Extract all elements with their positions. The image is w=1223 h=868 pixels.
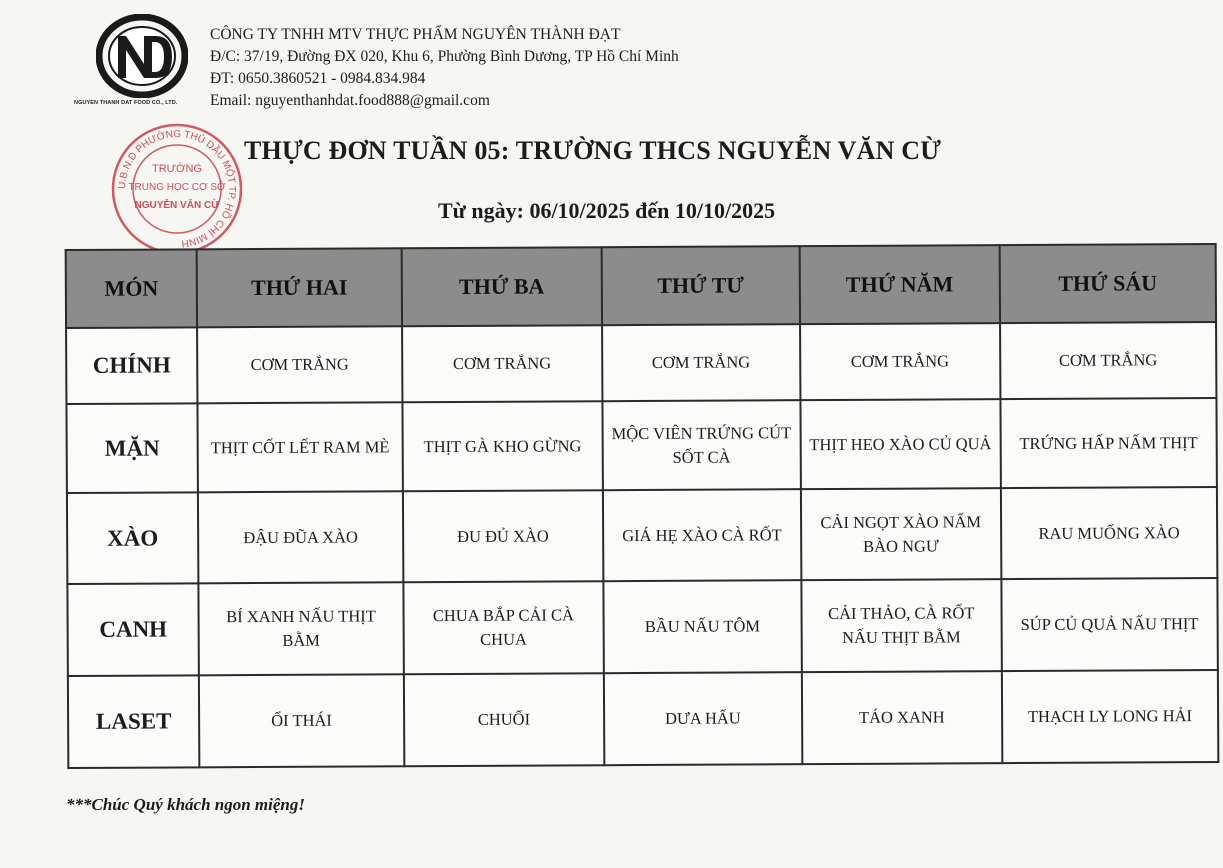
table-cell: TRỨNG HẤP NẤM THỊT bbox=[1000, 398, 1217, 488]
header-thu-nam: THỨ NĂM bbox=[799, 245, 999, 324]
date-range: Từ ngày: 06/10/2025 đến 10/10/2025 bbox=[438, 198, 776, 223]
school-stamp bbox=[108, 120, 246, 258]
table-cell: CƠM TRẮNG bbox=[402, 325, 602, 402]
header-thu-sau: THỨ SÁU bbox=[999, 244, 1216, 323]
table-cell: CẢI NGỌT XÀO NẤM BÀO NGƯ bbox=[801, 488, 1002, 580]
logo-caption: NGUYEN THANH DAT FOOD CO., LTD. bbox=[74, 100, 178, 106]
table-cell: GIÁ HẸ XÀO CÀ RỐT bbox=[603, 489, 801, 581]
weekly-menu-table bbox=[65, 243, 1220, 769]
table-cell: CƠM TRẮNG bbox=[197, 326, 402, 403]
table-cell: DƯA HẤU bbox=[604, 672, 802, 765]
company-logo bbox=[74, 14, 210, 106]
row-label: XÀO bbox=[67, 492, 199, 584]
stamp-line-3: NGUYỄN VĂN CỪ bbox=[134, 200, 220, 211]
table-cell: ỔI THÁI bbox=[199, 674, 404, 767]
table-cell: THỊT HEO XÀO CỦ QUẢ bbox=[800, 399, 1001, 489]
table-cell: RAU MUỐNG XÀO bbox=[1001, 487, 1218, 579]
row-label: CANH bbox=[67, 583, 199, 676]
table-row bbox=[67, 487, 1217, 584]
table-row bbox=[68, 670, 1218, 768]
company-email: Email: nguyenthanhdat.food888@gmail.com bbox=[210, 92, 490, 109]
table-row bbox=[66, 322, 1216, 404]
table-cell: CƠM TRẮNG bbox=[800, 323, 1000, 400]
table-cell: TÁO XANH bbox=[802, 671, 1003, 764]
row-label: CHÍNH bbox=[66, 327, 197, 404]
row-label: MẶN bbox=[66, 403, 198, 493]
table-cell: BẦU NẤU TÔM bbox=[603, 580, 801, 673]
stamp-outer-text: U.B.N.D PHƯỜNG THỦ DẦU MỘT TP. HỒ CHÍ MINH bbox=[116, 128, 238, 249]
stamp-line-2: TRUNG HỌC CƠ SỞ bbox=[128, 182, 226, 193]
header-row bbox=[66, 244, 1216, 328]
table-cell: THỊT CỐT LẾT RAM MÈ bbox=[198, 402, 403, 492]
company-address: Đ/C: 37/19, Đường ĐX 020, Khu 6, Phường Bình Dương, TP Hồ Chí Minh bbox=[210, 48, 679, 65]
table-cell: SÚP CỦ QUẢ NẤU THỊT bbox=[1001, 578, 1218, 671]
footer-note: ***Chúc Quý khách ngon miệng! bbox=[66, 795, 305, 814]
table-cell: CẢI THẢO, CÀ RỐT NẤU THỊT BẰM bbox=[801, 579, 1002, 672]
table-cell: BÍ XANH NẤU THỊT BẰM bbox=[198, 582, 403, 675]
table-cell: THẠCH LY LONG HẢI bbox=[1002, 670, 1219, 763]
company-phone: ĐT: 0650.3860521 - 0984.834.984 bbox=[210, 70, 426, 87]
table-cell: ĐẬU ĐŨA XÀO bbox=[198, 491, 403, 583]
table-cell: CHUA BẮP CẢI CÀ CHUA bbox=[403, 581, 604, 674]
header-thu-tu: THỨ TƯ bbox=[602, 246, 800, 325]
table-row bbox=[66, 398, 1216, 493]
nd-logo-icon bbox=[96, 14, 188, 98]
table-cell: CƠM TRẮNG bbox=[1000, 322, 1217, 399]
header-thu-ba: THỨ BA bbox=[401, 247, 601, 326]
table-cell: MỘC VIÊN TRỨNG CÚT SỐT CÀ bbox=[602, 400, 800, 490]
company-info bbox=[210, 24, 679, 112]
company-name: CÔNG TY TNHH MTV THỰC PHẨM NGUYÊN THÀNH ĐẠT bbox=[210, 26, 621, 43]
table-cell: THỊT GÀ KHO GỪNG bbox=[402, 401, 603, 491]
table-cell: CHUỐI bbox=[404, 673, 605, 766]
table-cell: CƠM TRẮNG bbox=[602, 324, 800, 401]
table-row bbox=[67, 578, 1217, 676]
header-mon: MÓN bbox=[66, 249, 198, 328]
table-cell: ĐU ĐỦ XÀO bbox=[403, 490, 604, 582]
page-title: THỰC ĐƠN TUẦN 05: TRƯỜNG THCS NGUYỄN VĂN CỪ bbox=[244, 136, 942, 165]
stamp-line-1: TRƯỜNG bbox=[152, 163, 202, 175]
header-thu-hai: THỨ HAI bbox=[197, 248, 402, 327]
row-label: LASET bbox=[68, 675, 200, 768]
